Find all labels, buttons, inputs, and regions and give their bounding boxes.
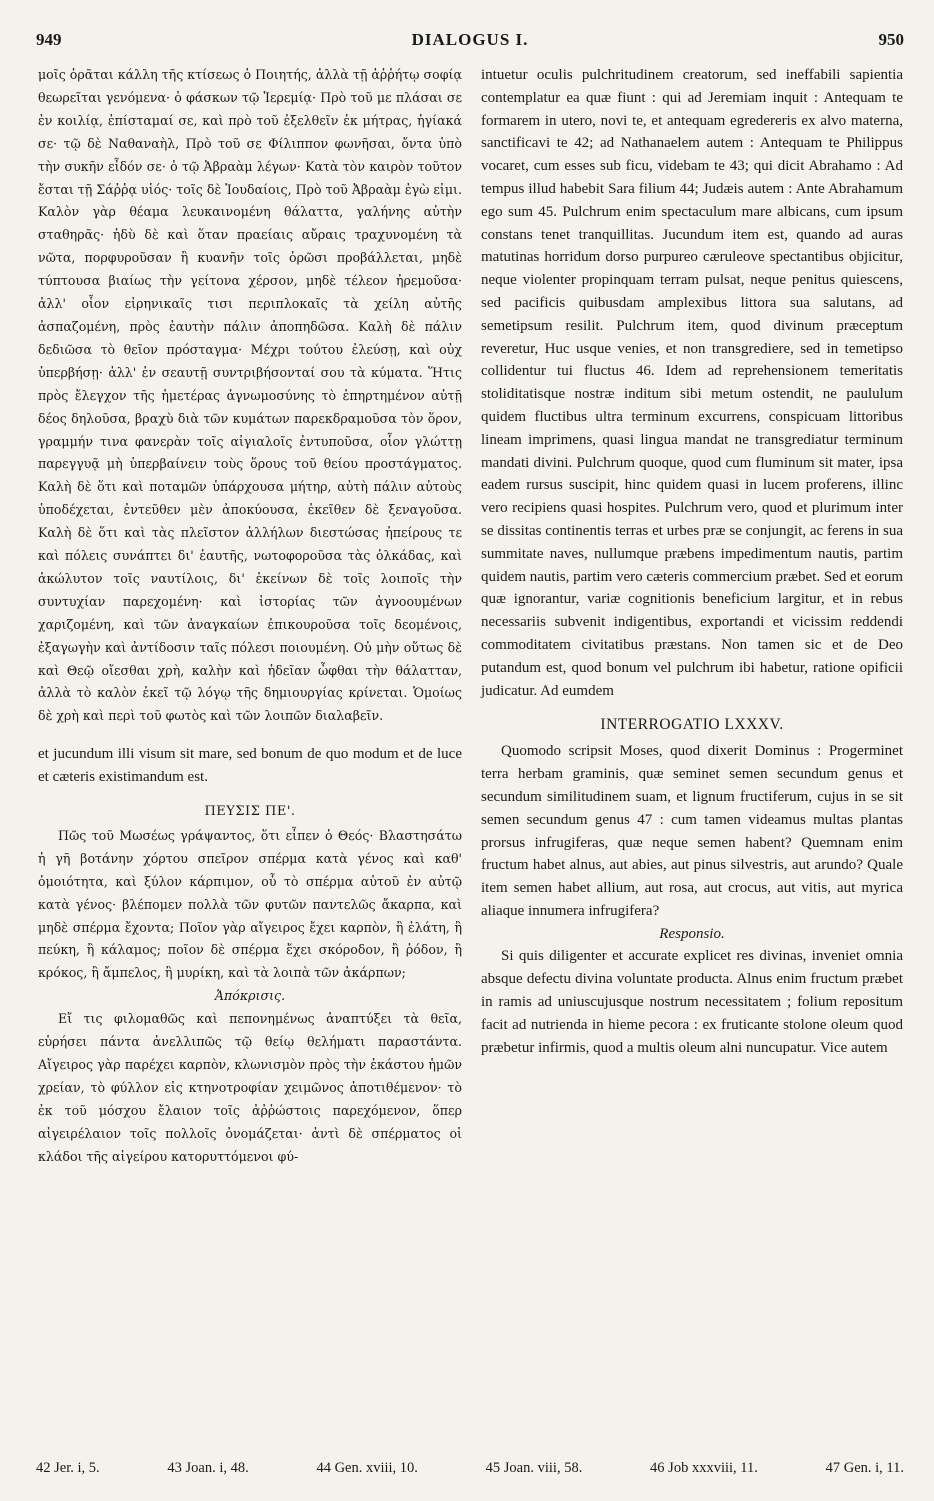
footnote: 42 Jer. i, 5. [36,1460,100,1476]
greek-question-text: Πῶς τοῦ Μωσέως γράψαντος, ὅτι εἶπεν ὁ Θεός· Βλαστησάτω ἡ γῆ βοτάνην χόρτου σπεῖρον σπέρμα κατὰ γένος καὶ καθ' ὁμοιότητα, καὶ ξύλον κάρπιμον, οὗ τὸ σπέρμα αὐτοῦ ἐν αὐτῷ κατὰ γένος· βλέπομεν πολλὰ τῶν φυτῶν παντελῶς ἄκαρπα, καὶ μηδὲ σπέρμα ἔχοντα; Ποῖον γὰρ αἴγειρος ἔχει καρπὸν, ἢ ἐλάτη, ἢ πεύκη, ἢ κάλαμος; ποῖον δὲ σπέρμα ἔχει σκόροδον, ἢ ῥόδον, ἢ κρόκος, ἢ ἄμπελος, ἢ μυρίκη, καὶ τὰ λοιπὰ τῶν ἀκάρπων; [38,827,462,981]
latin-question-heading: INTERROGATIO LXXXV. [600,716,784,734]
greek-answer-text: Εἴ τις φιλομαθῶς καὶ πεπονημένως ἀναπτύξει τὰ θεῖα, εὑρήσει πάντα ἀνελλιπῶς τῷ θείῳ θελήματι παραστάντα. Αἴγειρος γὰρ παρέχει καρπὸν, κλωνισμὸν πρὸς τὴν ἑκάστου ἡμῶν χρείαν, τὸ φύλλον εἰς κτηνοτροφίαν χειμῶνος ἀποτιθέμενον· τὸ ἐκ τοῦ μόσχου ἔλαιον τοῖς ἀῤῥώστοις παρεχόμενον, ὅπερ αἰγειρέλαιον τοῖς πολλοῖς ὀνομάζεται· ἀντὶ δὲ σπέρματος οἱ κλάδοι τῆς αἰγείρου κατορυττόμενοι φύ- [38,1011,462,1164]
latin-continuation: et jucundum illi visum sit mare, sed bonum de quo modum et de luce et cæteris existimandum est. [38,746,462,786]
footnote: 44 Gen. xviii, 10. [316,1460,418,1476]
latin-answer-text: Si quis diligenter et accurate explicet res divinas, inveniet omnia absque defectu divina voluntate producta. Alnus enim fructum præbet in ramis ad uniuscujusque nostrum necessitatem ; folium repositum facit ad nutrienda in hieme pecora : ex fruticante stolone oleum quod præbetur infirmis, quod a multis oleum alni nuncupatur. Vice autem [481,948,903,1056]
greek-answer-heading: Ἀπόκρισις. [214,988,286,1004]
footnote: 46 Job xxxviii, 11. [650,1460,758,1476]
footnote: 43 Joan. i, 48. [167,1460,249,1476]
left-column-greek [38,64,462,1168]
footnotes [36,1460,904,1477]
page-number-right: 950 [878,30,904,49]
greek-question-heading: ΠΕΥΣΙΣ ΠΕ'. [204,803,296,819]
latin-answer-heading: Responsio. [659,925,725,942]
running-title: DIALOGUS I. [411,30,529,49]
footnote: 45 Joan. viii, 58. [485,1460,583,1476]
footnote: 47 Gen. i, 11. [825,1460,904,1476]
greek-paragraph-top: μοῖς ὁρᾶται κάλλη τῆς κτίσεως ὁ Ποιητής, ἀλλὰ τῇ ἀῤῥήτῳ σοφίᾳ θεωρεῖται γενόμενα· ὁ φάσκων τῷ Ἱερεμίᾳ· Πρὸ τοῦ με πλάσαι σε ἐν κοιλίᾳ, ἐπίσταμαί σε, καὶ πρὸ τοῦ ἐξελθεῖν ἐκ μήτρας, ἡγίακά σε· τῷ δὲ Ναθαναὴλ, Πρὸ τοῦ σε Φίλιππον φωνῆσαι, ὄντα ὑπὸ τὴν συκῆν εἶδόν σε· ὁ τῷ Ἀβραὰμ λέγων· Κατὰ τὸν καιρὸν τοῦτον ἔσται τῇ Σάῤῥᾳ υἱός· τοῖς δὲ Ἰουδαίοις, Πρὸ τοῦ Ἀβραὰμ ἐγὼ εἰμι. Καλὸν γὰρ θέαμα λευκαινομένη θάλαττα, γαλήνης αὐτὴν σταθηρᾶς· ἡδὺ δὲ καὶ ὅταν πραείαις αὔραις τραχυνομένη τὰ νῶτα, πορφυροῦσαν ἢ κυανῆν τοῖς ὁρῶσι προβάλλεται, μηδὲ τύπτουσα βιαίως τὴν γείτονα χέρσον, μηδὲ τέλεον ἠρεμοῦσα· ἀλλ' οἷον εἰρηνικαῖς τισι περιπλοκαῖς τὰ χείλη αὐτῆς ἀσπαζομένη, πρὸς ἑαυτὴν πάλιν ἀποπηδῶσα. Καλὴ δὲ πάλιν δεδιῶσα τὸ θεῖον πρόσταγμα· Μέχρι τούτου ἐλεύσῃ, καὶ οὐχ ὑπερβήσῃ· ἀλλ' ἐν σεαυτῇ συντριβήσονταί σου τὰ κύματα. Ἥτις πρὸς ἔλεγχον τῆς ἡμετέρας ἀγνωμοσύνης τὸ ἐπηρτημένον αὐτῇ δέος δηλοῦσα, βραχὺ διὰ τῶν κυμάτων παρεκδραμοῦσα τὸν ὅρον, γραμμήν τινα φανερὰν τοῖς αἰγιαλοῖς ἐντυποῦσα, οἷον γλώττῃ παρεγγυᾷ μὴ ὑπερβαίνειν τοὺς ὅρους τοῦ θείου προστάγματος. Καλὴ δὲ ὅτι καὶ ποταμῶν ὑπάρχουσα μήτηρ, αὐτὴ πάλιν αὐτοὺς ὑποδέχεται, ἐντεῦθεν μὲν ἀποκύουσα, ἐκεῖθεν δὲ ξεναγοῦσα. Καλὴ δὲ ὅτι καὶ τὰς πλεῖστον ἀλλήλων διεστώσας ἠπείρους τε καὶ πόλεις συνάπτει δι' ἑαυτῆς, νωτοφοροῦσα τὰς ὁλκάδας, καὶ ἀκώλυτον τοῖς ναυτίλοις, δι' ἐκείνων δὲ τοῖς λοιποῖς τὴν συντυχίαν παρεχομένη· καὶ ἱστορίας τῶν ἀγνοουμένων χαριζομένη, καὶ τῶν ἀναγκαίων ἐπικουροῦσα τοῖς δεομένοις, ἐξαγωγὴν καὶ ἀντίδοσιν ταῖς πόλεσι ποιουμένη. Οὐ μὴν οὕτως δὲ καὶ Θεῷ οἴεσθαι χρὴ, καλὴν καὶ ἡδεῖαν ὦφθαι τὴν θάλατταν, ἀλλὰ τὸ καλὸν ἐκεῖ τῷ λόγῳ τῆς δημιουργίας κρίνεται. Ὁμοίως δὲ χρὴ καὶ περὶ τοῦ φωτὸς καὶ τῶν λοιπῶν διαλαβεῖν. [38,67,462,724]
right-column-latin [481,64,903,1059]
latin-question-text: Quomodo scripsit Moses, quod dixerit Dominus : Progerminet terra herbam graminis, quæ seminet semen secundum genus et secundum similitudinem suam, et lignum fructiferum, cujus in se sit semen secundum genus 47 : cum tamen videamus multas plantas prorsus infrugiferas, quæ neque semen habent? Quemnam enim fructum habet alnus, aut abies, aut pinus silvestris, aut arundo? Quale item semen habet allium, aut rosa, aut crocus, aut vitis, aut myrica aliaque innumera infrugifera? [481,743,903,919]
latin-paragraph-top: intuetur oculis pulchritudinem creatorum, sed ineffabili sapientia contemplatur ea quæ fiunt : qui ad Jeremiam inquit : Antequam te formarem in utero, novi te, et antequam egredereris ex alvo materna, sanctificavi te 42; ad Nathanaelem autem : Antequam te Philippus vocaret, cum esses sub ficu, videbam te 43; qui dicit Abrahamo : Ad tempus illud habebit Sara filium 44; Judæis autem : Ante Abrahamum ego sum 45. Pulchrum enim spectaculum mare albicans, cum ipsum constans tenet tranquillitas. Jucundum item est, quando ad auras matutinas horridum dorso purpureo cæruleove spectantibus objicitur, neque violenter propinquam terram pulsat, neque penitus quiescens, sed pacificis quibusdam amplexibus littora sua salutans, ad semetipsum resilit. Pulchrum item, quod divinum præceptum reveretur, Huc usque venies, et non transgrediere, sed in temetipso collidentur tui fluctus 46. Idem ad reprehensionem temeritatis stoliditatisque nostræ inditum sibi metum ostendit, ne paululum quidem fluctibus ultra terminum excurrens, conspicuam littoribus lineam imprimens, quasi lingua mandat ne transgrediatur terminum mandati divini. Pulchrum quoque, quod cum fluminum sit mater, ipsa eadem rursus suscipit, hinc quidem quasi in lucem proferens, illinc vero recipiens quasi hospites. Pulchrum vero, quod et plurimum inter se dissitas continentis terras et urbes præ se conjungit, ac ferens in sua summitate naves, nullumque præbens impedimentum nautis, partim quidem nautis, partim vero cæteris commercium præbet. Sed et eorum quæ ignorantur, variæ cognitionis beneficium largitur, et in rebus necessariis subvenit indigentibus, exportandi et vicissim reddendi commoditatem civitatibus præstans. Non tamen sic et de Deo putandum est, quod bonum vel pulchrum ibi habetur, ratione opificii judicatur. Ad eumdem [481,67,903,699]
running-head [36,30,904,56]
page-number-left: 949 [36,30,62,49]
